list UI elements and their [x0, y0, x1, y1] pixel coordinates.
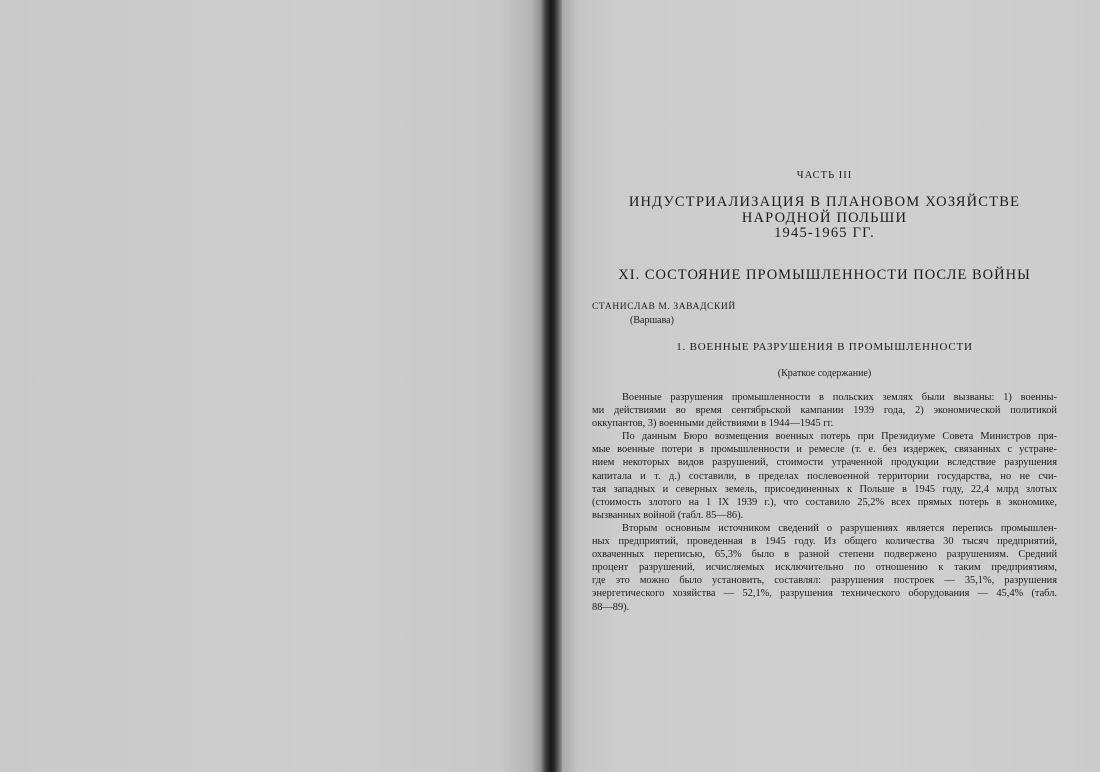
paragraph-line: нием некоторых видов разрушений, стоимости утраченной продукции вследствие разрушения	[592, 457, 1057, 469]
right-page	[562, 0, 1100, 772]
part-title	[592, 195, 1057, 242]
paragraph-line: 88—89).	[592, 601, 630, 613]
paragraph-line: энергетического хозяйства — 52,1%, разрушения технического оборудования — 45,4% (табл.	[592, 588, 1057, 600]
paragraph-line: ми действиями во время сентябрьской кампании 1939 года, 2) экономической политикой	[592, 405, 1057, 417]
section-title: 1. ВОЕННЫЕ РАЗРУШЕНИЯ В ПРОМЫШЛЕННОСТИ	[676, 341, 973, 353]
paragraph-line: Вторым основным источником сведений о разрушениях является перепись промышлен-	[622, 522, 1057, 534]
section-subtitle: (Краткое содержание)	[777, 368, 872, 379]
paragraph-line: Военные разрушения промышленности в польских землях были вызваны: 1) военны-	[622, 392, 1057, 403]
paragraph-line: вызванных войной (табл. 85—86).	[592, 509, 744, 521]
chapter-title: XI. СОСТОЯНИЕ ПРОМЫШЛЕННОСТИ ПОСЛЕ ВОЙНЫ	[618, 267, 1031, 283]
part-title-line: НАРОДНОЙ ПОЛЬШИ	[741, 209, 908, 226]
paragraph-line: тая западных и северных земель, присоединенных к Польше в 1945 году, 22,4 млрд злотых	[592, 483, 1057, 495]
left-page-blank	[0, 0, 542, 772]
paragraph-line: оккупантов, 3) военными действиями в 1944—1945 гг.	[592, 418, 834, 430]
paragraph-line: ных предприятий, проведенная в 1945 году. Из общего количества 30 тысяч предприятий,	[592, 536, 1057, 548]
paragraph-line: (стоимость злотого на 1 IX 1939 г.), что составило 25,2% всех прямых потерь в экономике,	[592, 496, 1057, 508]
book-gutter	[540, 0, 564, 772]
author-affiliation: (Варшава)	[630, 315, 674, 326]
paragraph-line: капитала и т. д.) составили, в пределах послевоенной территории государства, но не счи-	[592, 470, 1057, 482]
paragraph-line: процент разрушений, исчисляемых исключительно по отношению к таким предприятиям,	[592, 562, 1057, 574]
paragraph-line: мые военные потери в промышленности и ремесле (т. е. без издержек, связанных с устране-	[592, 444, 1057, 456]
part-label: ЧАСТЬ III	[796, 170, 853, 181]
paragraph-line: охваченных переписью, 65,3% было в разной степени подвержено разрушениям. Средний	[592, 549, 1057, 561]
body-text	[592, 391, 1057, 614]
part-title-line: ИНДУСТРИАЛИЗАЦИЯ В ПЛАНОВОМ ХОЗЯЙСТВЕ	[628, 194, 1021, 210]
author-name: СТАНИСЛАВ М. ЗАВАДСКИЙ	[592, 302, 736, 312]
part-title-line: 1945-1965 ГГ.	[774, 225, 875, 241]
paragraph-line: где это можно было установить, составлял: разрушения построек — 35,1%, разрушения	[592, 575, 1057, 587]
paragraph-line: По данным Бюро возмещения военных потерь при Президиуме Совета Министров пря-	[622, 431, 1057, 443]
